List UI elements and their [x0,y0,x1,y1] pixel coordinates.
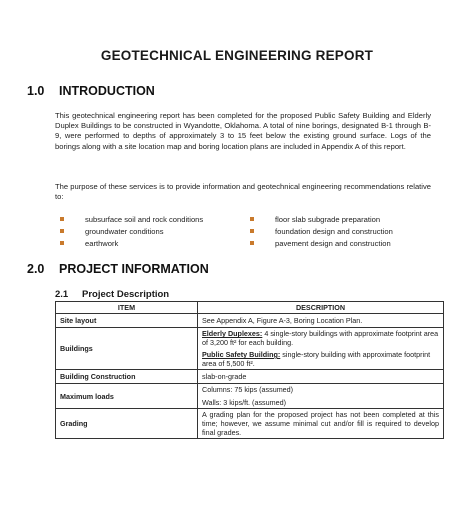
table-row [56,409,444,439]
section-2-number: 2.0 [27,262,45,276]
bullet-icon [60,217,64,221]
description-cell [198,384,444,409]
purpose-paragraph: The purpose of these services is to provide information and geotechnical engineering recommendations relative to: [55,182,431,202]
item-cell: Buildings [56,328,198,370]
columns-load: Columns: 75 kips (assumed) [202,385,294,394]
section-1-number: 1.0 [27,84,45,98]
column-header-item: ITEM [56,302,198,314]
item-cell: Site layout [56,314,198,328]
list-item-text: earthwork [85,239,119,248]
walls-load: Walls: 3 kips/ft. (assumed) [202,398,287,407]
intro-paragraph: This geotechnical engineering report has been completed for the proposed Public Safety Building and Elderly Duplex Buildings to be constructed in Wyandotte, Oklahoma. A total of nine borings, designated B-1 through B-9, were performed to depths of approximately 3 to 15 feet below the existing ground surface. Logs of the borings along with a site location map and boring location plans are included in Appendix A of this report. [55,111,431,151]
elderly-duplex-desc: 4 single-story buildings with approximate footprint area of 3,200 ft² for each building. [202,329,439,347]
subsection-heading [55,289,169,300]
column-header-description: DESCRIPTION [198,302,444,314]
list-item-text: foundation design and construction [275,227,393,236]
list-item-text: floor slab subgrade preparation [275,215,381,224]
project-description-table [55,301,444,439]
report-title: GEOTECHNICAL ENGINEERING REPORT [100,48,374,63]
item-cell: Building Construction [56,370,198,384]
description-cell [198,328,444,370]
bullet-icon [60,241,64,245]
section-2-heading [27,262,209,276]
elderly-duplex-label: Elderly Duplexes: [202,329,263,338]
bullet-icon [250,217,254,221]
section-1-heading [27,84,155,98]
table-row [56,384,444,409]
public-safety-text [202,350,439,368]
list-item-text: pavement design and construction [275,239,391,248]
subsection-title: Project Description [82,289,170,300]
bullet-icon [60,229,64,233]
table-row [56,370,444,384]
table-header-row [56,302,444,314]
section-2-title: PROJECT INFORMATION [59,262,209,276]
bullet-icon [250,229,254,233]
public-safety-desc: single-story building with approximate footprint area of 5,500 ft². [202,350,431,368]
public-safety-label: Public Safety Building: [202,350,281,359]
item-cell: Grading [56,409,198,439]
table-row [56,314,444,328]
description-cell: A grading plan for the proposed project has not been completed at this time; however, we assume minimal cut and/or fill is required to develop final grades. [198,409,444,439]
elderly-duplex-text [202,329,439,347]
table-row [56,328,444,370]
list-item-text: subsurface soil and rock conditions [85,215,204,224]
item-cell: Maximum loads [56,384,198,409]
list-item-text: groundwater conditions [85,227,164,236]
description-cell: See Appendix A, Figure A-3, Boring Location Plan. [198,314,444,328]
description-cell: slab-on-grade [198,370,444,384]
section-1-title: INTRODUCTION [59,84,155,98]
bullet-icon [250,241,254,245]
subsection-number: 2.1 [55,289,69,300]
